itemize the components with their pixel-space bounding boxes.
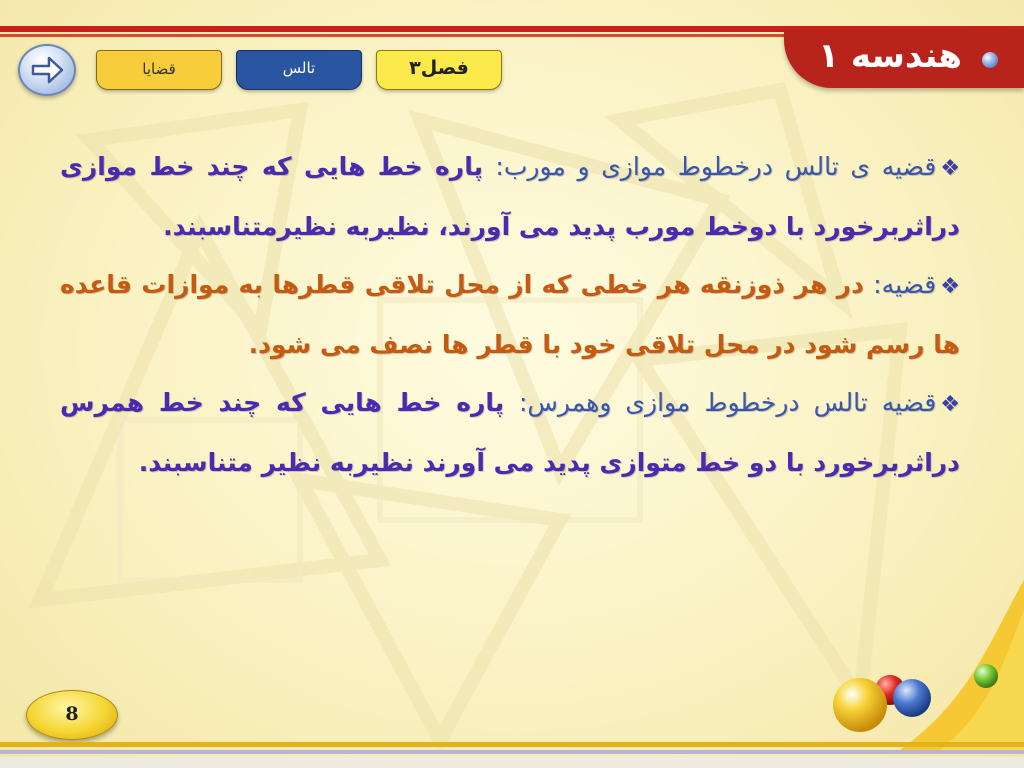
theorem-label: قضیه تالس درخطوط موازی وهمرس: (518, 388, 937, 417)
theorem-paragraph (60, 256, 960, 374)
theorem-paragraph (60, 138, 960, 256)
page-number-badge (26, 690, 118, 740)
theorem-label: قضیه ی تالس درخطوط موازی و مورب: (495, 152, 937, 181)
footer-stripe-light (0, 757, 1024, 768)
tab-thales[interactable]: تالس (236, 50, 362, 90)
diamond-bullet-icon: ❖ (940, 274, 960, 299)
theorem-text: پاره خط هایی که چند خط موازی دراثربرخورد با دوخط مورب پدید می آورند، نظیربه نظیرمتناسبند. (60, 152, 960, 241)
diamond-bullet-icon: ❖ (940, 156, 961, 181)
diamond-bullet-icon: ❖ (940, 392, 961, 417)
arrow-right-icon (29, 55, 65, 85)
title-bullet-icon (982, 52, 998, 68)
page-number: 8 (65, 703, 79, 725)
theorem-text: در هر ذوزنقه هر خطی که از محل تلاقی قطرها به موازات قاعده ها رسم شود در محل تلاقی خود با قطر ها نصف می شود. (60, 270, 960, 359)
next-arrow-button[interactable] (18, 44, 76, 96)
slide-content (60, 138, 960, 492)
footer-stripe-lavender (0, 750, 1024, 754)
decorative-balls (820, 650, 1020, 740)
footer-stripe-gold (0, 742, 1024, 747)
page-title: هندسه ۱ (818, 36, 962, 76)
tab-chapter-3[interactable]: فصل۳ (376, 50, 502, 90)
theorem-text: پاره خط هایی که چند خط همرس دراثربرخورد با دو خط متوازی پدید می آورند نظیربه نظیر متناسبند. (60, 388, 960, 477)
theorem-paragraph (60, 374, 960, 492)
theorem-label: قضیه: (873, 270, 937, 299)
tab-theorems[interactable]: قضایا (96, 50, 222, 90)
